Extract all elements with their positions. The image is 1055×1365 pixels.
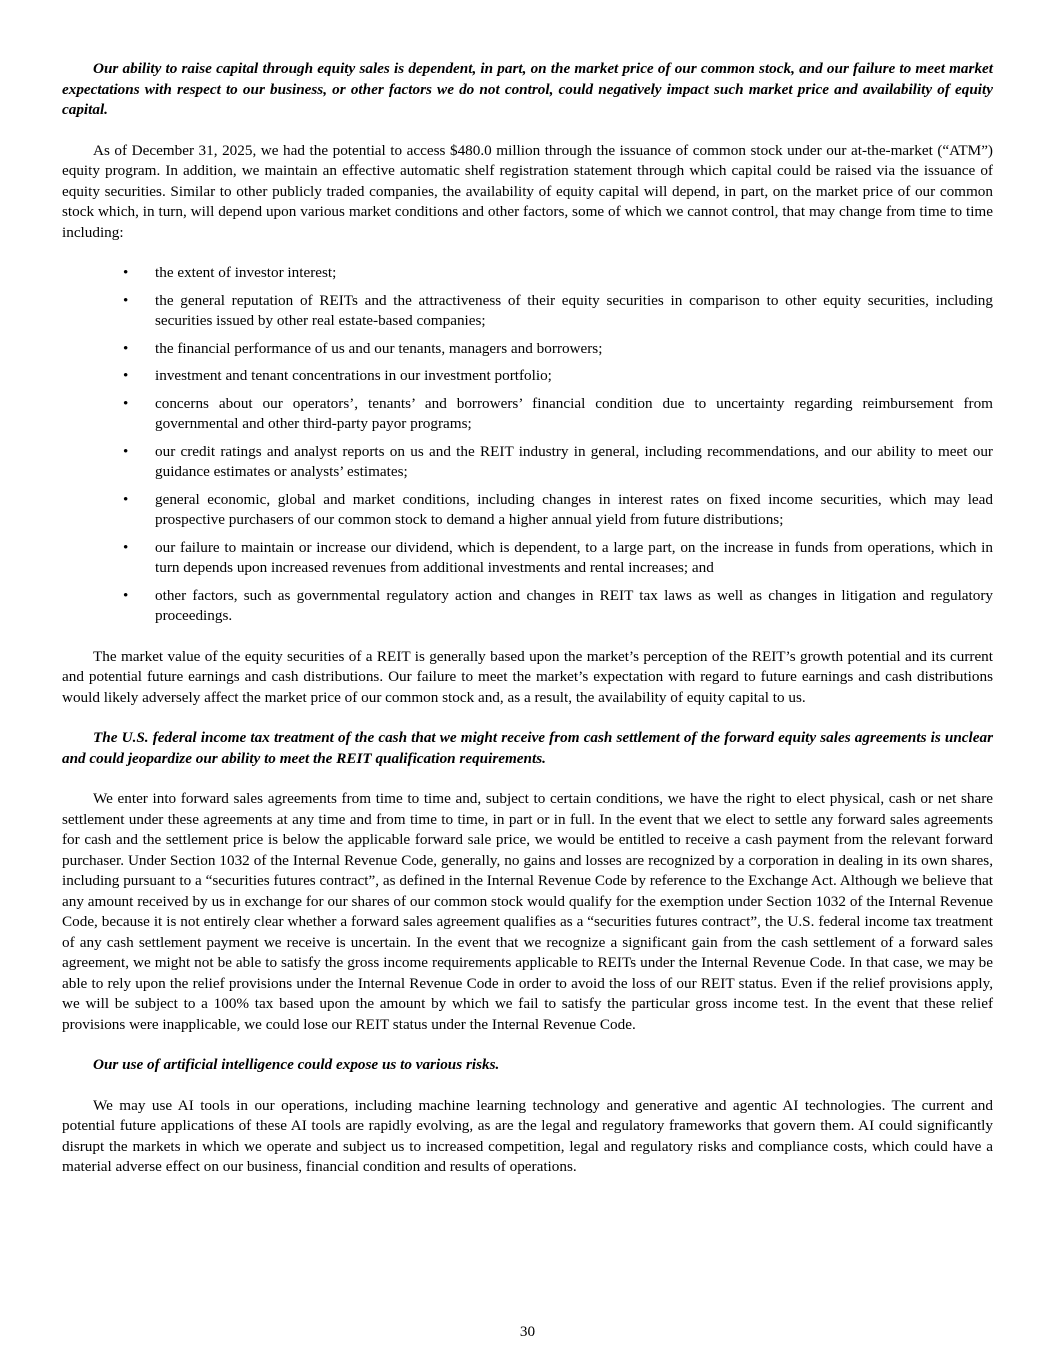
list-item: • the general reputation of REITs and the attractiveness of their equity securities in comparison to other equity securities, including securities issued by other real estate-based companies;: [62, 291, 993, 332]
paragraph-forward-sales: We enter into forward sales agreements from time to time and, subject to certain conditions, we have the right to elect physical, cash or net share settlement under these agreements at any time and from time to time, in part or in full. In the event that we elect to settle any forward sales agreements for cash and the settlement price is below the applicable forward sale price, we would be entitled to receive a cash payment from the relevant forward purchaser. Under Section 1032 of the Internal Revenue Code, generally, no gains and losses are recognized by a corporation in dealing in its own shares, including pursuant to a “securities futures contract”, as defined in the Internal Revenue Code by reference to the Exchange Act. Although we believe that any amount received by us in exchange for our shares of our common stock would qualify for the exemption under Section 1032 of the Internal Revenue Code, because it is not entirely clear whether a forward sales agreement qualifies as a “securities futures contract”, the U.S. federal income tax treatment of any cash settlement payment we receive is uncertain. In the event that we recognize a significant gain from the cash settlement of a forward sales agreement, we might not be able to satisfy the gross income requirements applicable to REITs under the Internal Revenue Code. In that case, we may be able to rely upon the relief provisions under the Internal Revenue Code in order to avoid the loss of our REIT status. Even if the relief provisions apply, we will be subject to a 100% tax based upon the amount by which we fail to satisfy the particular gross income test. In the event that these relief provisions were inapplicable, we could lose our REIT status under the Internal Revenue Code.: [62, 790, 993, 1033]
risk-heading-ai: Our use of artificial intelligence could expose us to various risks.: [93, 1056, 500, 1073]
list-item: • the extent of investor interest;: [62, 263, 993, 284]
factors-list: [62, 263, 993, 627]
paragraph-market-value: The market value of the equity securities of a REIT is generally based upon the market’s perception of the REIT’s growth potential and its current and potential future earnings and cash distributions. Our failure to meet the market’s expectation with regard to future earnings and cash distributions would likely adversely affect the market price of our common stock and, as a result, the availability of equity capital to us.: [62, 647, 993, 706]
risk-heading-forward-sales: The U.S. federal income tax treatment of the cash that we might receive from cash settlement of the forward equity sales agreements is unclear and could jeopardize our ability to meet the REIT qualification requirements.: [62, 729, 993, 767]
list-item: • our credit ratings and analyst reports on us and the REIT industry in general, including recommendations, and our ability to meet our guidance estimates or analysts’ estimates;: [62, 442, 993, 483]
paragraph-atm-program: As of December 31, 2025, we had the potential to access $480.0 million through the issuance of common stock under our at-the-market (“ATM”) equity program. In addition, we maintain an effective automatic shelf registration statement through which capital could be raised via the issuance of equity securities. Similar to other publicly traded companies, the availability of equity capital will depend, in part, on the market price of our common stock which, in turn, will depend upon various market conditions and other factors, some of which we cannot control, that may change from time to time including:: [62, 141, 993, 241]
list-item: • investment and tenant concentrations in our investment portfolio;: [62, 366, 993, 387]
document-page: [62, 59, 993, 1178]
list-item: • concerns about our operators’, tenants’ and borrowers’ financial condition due to uncertainty regarding reimbursement from governmental and other third-party payor programs;: [62, 394, 993, 435]
list-item: • other factors, such as governmental regulatory action and changes in REIT tax laws as well as changes in litigation and regulatory proceedings.: [62, 586, 993, 627]
paragraph-ai: We may use AI tools in our operations, including machine learning technology and generative and agentic AI technologies. The current and potential future applications of these AI tools are rapidly evolving, as are the legal and regulatory frameworks that govern them. AI could significantly disrupt the markets in which we operate and subject us to increased competition, legal and regulatory risks and compliance costs, which could have a material adverse effect on our business, financial condition and results of operations.: [62, 1096, 993, 1175]
list-item: • general economic, global and market conditions, including changes in interest rates on fixed income securities, which may lead prospective purchasers of our common stock to demand a higher annual yield from future distributions;: [62, 490, 993, 531]
list-item: • our failure to maintain or increase our dividend, which is dependent, to a large part, on the increase in funds from operations, which in turn depends upon increased revenues from additional investments and rental increases; and: [62, 538, 993, 579]
list-item: • the financial performance of us and our tenants, managers and borrowers;: [62, 339, 993, 360]
risk-heading-equity-capital: Our ability to raise capital through equity sales is dependent, in part, on the market price of our common stock, and our failure to meet market expectations with respect to our business, or other factors we do not control, could negatively impact such market price and availability of equity capital.: [62, 60, 993, 118]
page-number: 30: [519, 1323, 536, 1340]
